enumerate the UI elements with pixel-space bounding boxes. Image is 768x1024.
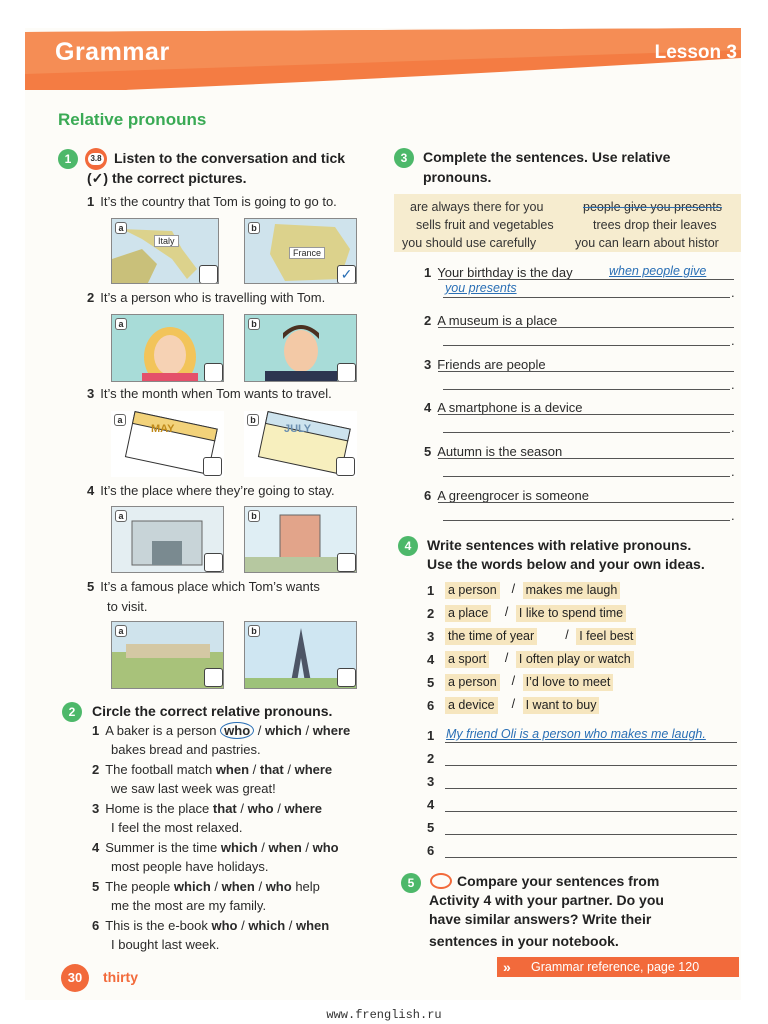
- item-text: Summer is the time: [105, 840, 218, 855]
- item-text: It’s a famous place which Tom’s wants: [100, 579, 320, 594]
- exercise-2-heading: Circle the correct relative pronouns.: [92, 703, 333, 719]
- ex1-item: [87, 385, 332, 403]
- answer-line[interactable]: [438, 279, 734, 280]
- audio-track-number: 3.8: [88, 153, 104, 165]
- prompt-clause: I feel best: [576, 628, 636, 645]
- prompt-clause: I want to buy: [523, 697, 600, 714]
- picture-label: a: [115, 318, 127, 330]
- item-number: 2: [92, 762, 100, 777]
- word-chip-used: people give you presents: [583, 200, 722, 214]
- item-text-cont: we saw last week was great!: [111, 781, 276, 796]
- exercise-5-instruction: Compare your sentences from: [457, 873, 660, 889]
- slash: /: [504, 605, 509, 619]
- prompt-subject: a person: [445, 674, 500, 691]
- pronoun-option[interactable]: which: [265, 723, 302, 738]
- header-banner: [25, 28, 741, 88]
- picture-a-woman[interactable]: [111, 314, 224, 382]
- item-text: A greengrocer is someone: [437, 488, 589, 503]
- slash: /: [511, 674, 516, 688]
- answer-line[interactable]: [438, 371, 734, 372]
- item-text-cont: I bought last week.: [111, 937, 220, 952]
- item-number: 2: [87, 290, 95, 305]
- map-label: Italy: [154, 235, 179, 247]
- reference-text: Grammar reference, page 120: [531, 960, 700, 974]
- answer-line[interactable]: [445, 742, 737, 743]
- item-text: It’s the place where they’re going to stay.: [100, 483, 335, 498]
- answer-line[interactable]: [438, 414, 734, 415]
- ex2-item: 1 A baker is a person who / which / where: [92, 723, 351, 738]
- ex1-item: [87, 289, 325, 307]
- sentence-end-period: .: [731, 508, 735, 523]
- picture-b-france-map[interactable]: [244, 218, 357, 284]
- answer-number: 2: [427, 751, 435, 766]
- item-number: 6: [424, 488, 432, 503]
- item-text-cont: I feel the most relaxed.: [111, 820, 243, 835]
- picture-b-apartment[interactable]: [244, 506, 357, 573]
- answer-line[interactable]: [438, 327, 734, 328]
- item-number: 1: [424, 265, 432, 280]
- item-text: Autumn is the season: [437, 444, 563, 459]
- answer-line[interactable]: [438, 458, 734, 459]
- handwritten-answer: you presents: [445, 281, 517, 295]
- sentence-end-period: .: [731, 377, 735, 392]
- ex1-item: [87, 193, 337, 211]
- pronoun-option[interactable]: where: [284, 801, 323, 816]
- page-number: 30: [61, 964, 89, 992]
- answer-number: 3: [427, 774, 435, 789]
- item-text: This is the e-book: [105, 918, 208, 933]
- item-text: Friends are people: [437, 357, 546, 372]
- item-number: 3: [424, 357, 432, 372]
- word-box: [394, 194, 741, 252]
- picture-label: a: [115, 625, 127, 637]
- item-text: Your birthday is the day: [437, 265, 573, 280]
- exercise-4-number: 4: [398, 536, 418, 556]
- exercise-5-instruction: have similar answers? Write their: [429, 911, 652, 927]
- picture-label: b: [248, 222, 260, 234]
- exercise-1-heading: (✓) the correct pictures.: [87, 170, 247, 186]
- picture-label: b: [248, 318, 260, 330]
- pronoun-option[interactable]: which: [173, 879, 211, 894]
- pronoun-option[interactable]: when: [221, 879, 255, 894]
- answer-line[interactable]: [438, 502, 734, 503]
- exercise-1-heading: Listen to the conversation and tick: [114, 150, 346, 166]
- prompt-clause: I like to spend time: [516, 605, 626, 622]
- sentence-end-period: .: [731, 285, 735, 300]
- page-subtitle: Relative pronouns: [58, 110, 207, 129]
- tick-box-checked[interactable]: ✓: [337, 265, 356, 284]
- prompt-number: 5: [427, 675, 435, 690]
- answer-line[interactable]: [443, 432, 730, 433]
- prompt-number: 1: [427, 583, 435, 598]
- lesson-label: Lesson 3: [654, 42, 737, 63]
- word-chip: are always there for you: [410, 200, 544, 214]
- prompt-number: 3: [427, 629, 435, 644]
- exercise-3-heading: Complete the sentences. Use relative: [423, 149, 671, 165]
- picture-a-hotel[interactable]: [111, 506, 224, 573]
- picture-a-palace[interactable]: [111, 621, 224, 689]
- item-number: 5: [87, 579, 95, 594]
- picture-a-italy-map[interactable]: [111, 218, 219, 284]
- ex2-item: 5 The people which / when / who help: [92, 879, 320, 894]
- grammar-reference-link[interactable]: [497, 957, 739, 977]
- item-text-cont: to visit.: [107, 599, 148, 614]
- item-text: A baker is a person: [105, 723, 217, 738]
- prompt-number: 6: [427, 698, 435, 713]
- sentence-end-period: .: [731, 333, 735, 348]
- prompt-clause: makes me laugh: [523, 582, 621, 599]
- item-text: A smartphone is a device: [437, 400, 583, 415]
- exercise-5-instruction: Activity 4 with your partner. Do you: [429, 892, 664, 908]
- pronoun-option[interactable]: when: [215, 762, 250, 777]
- pronoun-option[interactable]: when: [268, 840, 302, 855]
- answer-line[interactable]: [443, 389, 730, 390]
- item-number: 1: [92, 723, 100, 738]
- pronoun-option[interactable]: that: [212, 801, 237, 816]
- item-text: It’s a person who is travelling with Tom.: [100, 290, 326, 305]
- item-number: 4: [87, 483, 95, 498]
- page-number-word: thirty: [103, 969, 138, 985]
- exercise-5-number: 5: [401, 873, 421, 893]
- tick-box[interactable]: [204, 363, 223, 382]
- answer-line[interactable]: [443, 345, 730, 346]
- tick-box[interactable]: [203, 457, 222, 476]
- word-chip: you should use carefully: [402, 236, 537, 250]
- speech-bubble-icon: [430, 873, 452, 889]
- prompt-clause: I often play or watch: [516, 651, 634, 668]
- tick-box[interactable]: [337, 553, 356, 572]
- option-circled[interactable]: who: [220, 722, 254, 739]
- item-text: Home is the place: [105, 801, 210, 816]
- slash: /: [504, 651, 509, 665]
- slash: /: [511, 697, 516, 711]
- picture-b-man[interactable]: [244, 314, 357, 382]
- item-text: help: [295, 879, 320, 894]
- handwritten-answer: when people give: [609, 264, 707, 278]
- workbook-page: [25, 28, 741, 1000]
- exercise-3-number: 3: [394, 148, 414, 168]
- pronoun-option[interactable]: that: [259, 762, 284, 777]
- word-chip: you can learn about histor: [575, 236, 719, 250]
- exercise-4-heading: Use the words below and your own ideas.: [427, 556, 705, 572]
- pronoun-option[interactable]: where: [312, 723, 351, 738]
- item-number: 5: [424, 444, 432, 459]
- item-number: 5: [92, 879, 100, 894]
- pronoun-option[interactable]: when: [296, 918, 330, 933]
- ex2-item: 3 Home is the place that / who / where: [92, 801, 323, 816]
- item-number: 3: [92, 801, 100, 816]
- slash: /: [565, 628, 569, 642]
- item-text: The people: [105, 879, 171, 894]
- pronoun-option[interactable]: where: [294, 762, 333, 777]
- exercise-4-heading: Write sentences with relative pronouns.: [427, 537, 692, 553]
- calendar-month: JULY: [284, 423, 312, 435]
- tick-box[interactable]: [337, 363, 356, 382]
- chevrons-icon: »: [503, 959, 511, 975]
- item-text-cont: me the most are my family.: [111, 898, 267, 913]
- exercise-1-number: 1: [58, 149, 78, 169]
- tick-box[interactable]: [336, 457, 355, 476]
- picture-label: a: [115, 222, 127, 234]
- picture-b-calendar[interactable]: [244, 411, 357, 477]
- pronoun-option[interactable]: who: [265, 879, 292, 894]
- word-chip: sells fruit and vegetables: [416, 218, 554, 232]
- answer-number: 4: [427, 797, 435, 812]
- ex1-item: [87, 482, 335, 500]
- prompt-subject: the time of year: [445, 628, 537, 645]
- answer-line[interactable]: [443, 297, 730, 298]
- handwritten-answer: My friend Oli is a person who makes me laugh.: [446, 727, 706, 741]
- prompt-number: 2: [427, 606, 435, 621]
- ex2-item: 6 This is the e-book who / which / when: [92, 918, 330, 933]
- sentence-end-period: .: [731, 464, 735, 479]
- sentence-end-period: .: [731, 420, 735, 435]
- answer-line[interactable]: [445, 834, 737, 835]
- item-number: 4: [92, 840, 100, 855]
- tick-box[interactable]: [337, 668, 356, 687]
- picture-a-calendar[interactable]: [111, 411, 224, 477]
- picture-label: b: [248, 510, 260, 522]
- prompt-clause: I’d love to meet: [523, 674, 614, 691]
- answer-number: 5: [427, 820, 435, 835]
- answer-line[interactable]: [445, 811, 737, 812]
- prompt-subject: a sport: [445, 651, 489, 668]
- answer-number: 1: [427, 728, 435, 743]
- item-number: 6: [92, 918, 100, 933]
- item-text: It’s the country that Tom is going to go to.: [100, 194, 337, 209]
- item-text: It’s the month when Tom wants to travel.: [100, 386, 332, 401]
- item-text: A museum is a place: [437, 313, 558, 328]
- pronoun-option[interactable]: who: [312, 840, 339, 855]
- pronoun-option[interactable]: who: [211, 918, 238, 933]
- pronoun-option[interactable]: who: [247, 801, 274, 816]
- picture-label: b: [248, 625, 260, 637]
- item-number: 4: [424, 400, 432, 415]
- word-chip: trees drop their leaves: [593, 218, 717, 232]
- prompt-subject: a device: [445, 697, 498, 714]
- item-number: 1: [87, 194, 95, 209]
- exercise-3-heading: pronouns.: [423, 169, 492, 185]
- item-text-cont: most people have holidays.: [111, 859, 269, 874]
- item-number: 3: [87, 386, 95, 401]
- answer-line[interactable]: [443, 476, 730, 477]
- answer-number: 6: [427, 843, 435, 858]
- prompt-number: 4: [427, 652, 435, 667]
- ex1-item: [87, 578, 320, 596]
- answer-line[interactable]: [445, 788, 737, 789]
- tick-box[interactable]: [204, 668, 223, 687]
- map-label: France: [289, 247, 325, 259]
- picture-label: a: [114, 414, 126, 426]
- answer-line[interactable]: [445, 857, 737, 858]
- picture-label: b: [247, 414, 259, 426]
- prompt-subject: a person: [445, 582, 500, 599]
- item-number: 2: [424, 313, 432, 328]
- ex2-item: 2 The football match when / that / where: [92, 762, 333, 777]
- ex2-item: 4 Summer is the time which / when / who: [92, 840, 339, 855]
- exercise-2-number: 2: [62, 702, 82, 722]
- picture-b-eiffel-tower[interactable]: [244, 621, 357, 689]
- calendar-month: MAY: [151, 423, 175, 435]
- picture-label: a: [115, 510, 127, 522]
- exercise-5-instruction: sentences in your notebook.: [429, 933, 619, 949]
- tick-box[interactable]: [204, 553, 223, 572]
- site-watermark: www.frenglish.ru: [326, 1008, 442, 1022]
- audio-icon[interactable]: [85, 148, 107, 170]
- section-title: Grammar: [55, 38, 170, 66]
- prompt-subject: a place: [445, 605, 491, 622]
- tick-box[interactable]: [199, 265, 218, 284]
- item-text-cont: bakes bread and pastries.: [111, 742, 261, 757]
- pronoun-option[interactable]: which: [248, 918, 286, 933]
- answer-line[interactable]: [443, 520, 730, 521]
- pronoun-option[interactable]: which: [220, 840, 258, 855]
- slash: /: [511, 582, 516, 596]
- answer-line[interactable]: [445, 765, 737, 766]
- item-text: The football match: [105, 762, 213, 777]
